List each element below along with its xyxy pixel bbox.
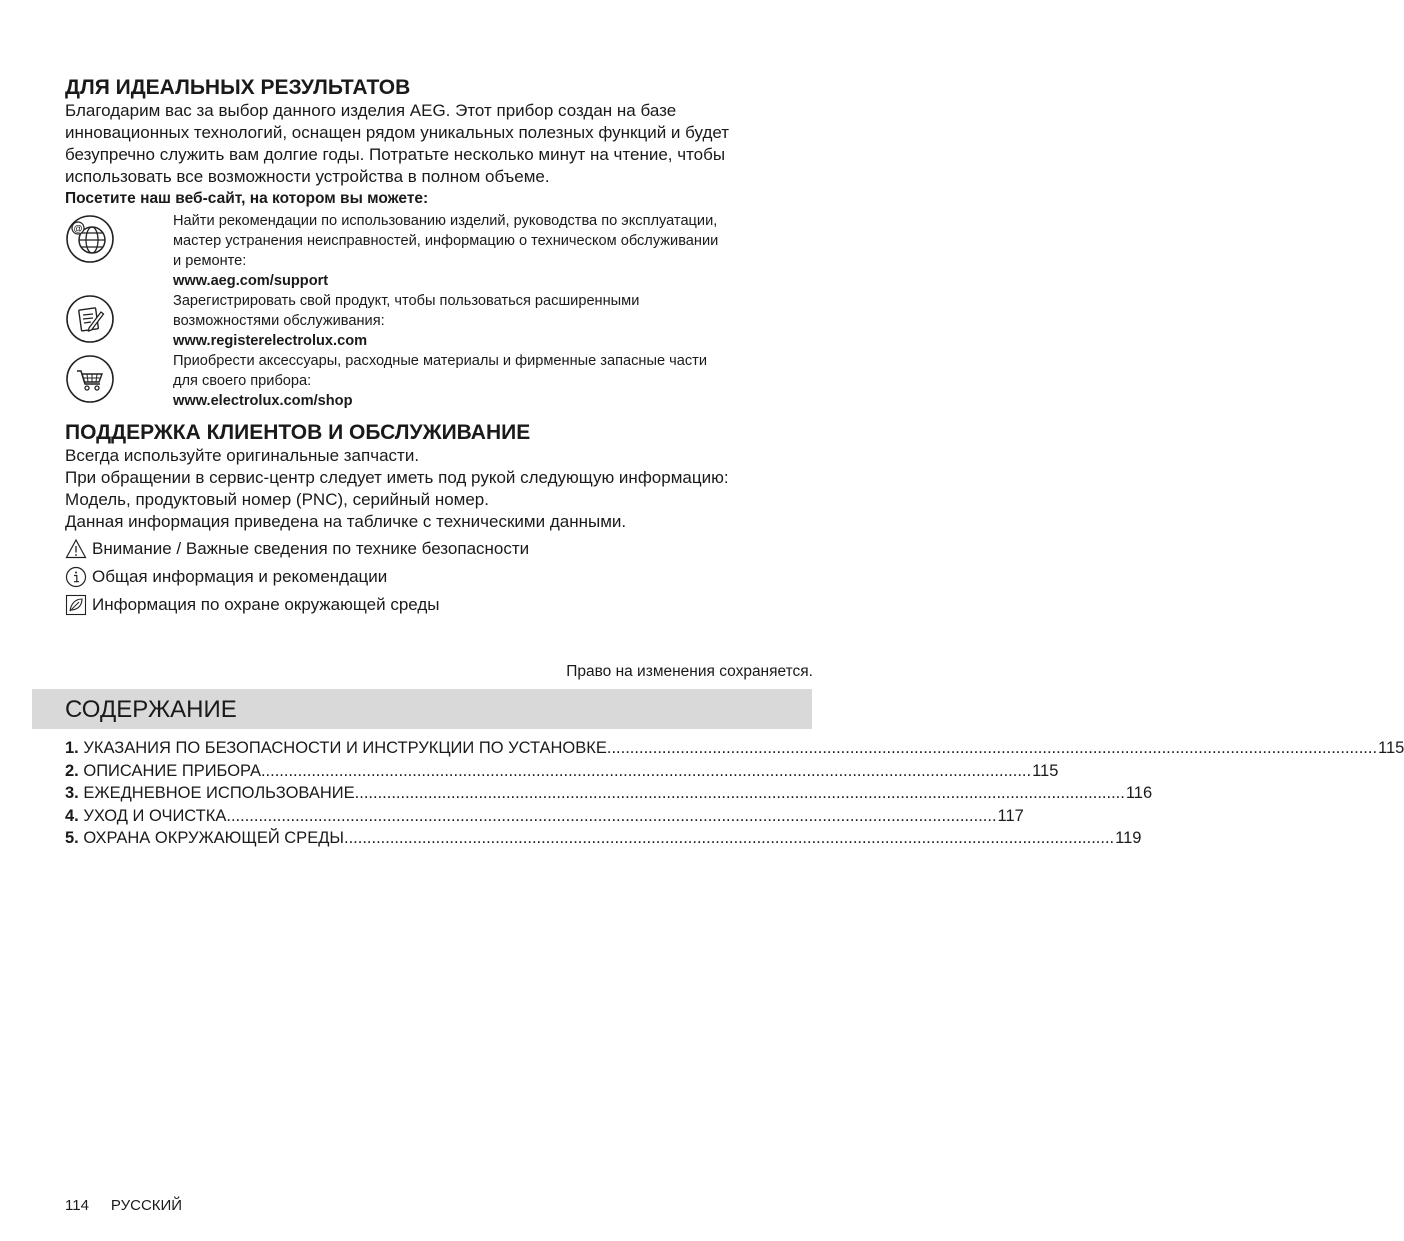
- toc-number: 2.: [65, 761, 79, 780]
- web-item-text: возможностями обслуживания:: [173, 313, 385, 329]
- toc-label: УКАЗАНИЯ ПО БЕЗОПАСНОСТИ И ИНСТРУКЦИИ ПО УСТАНОВКЕ: [83, 739, 607, 757]
- toc-label: УХОД И ОЧИСТКА: [83, 806, 227, 825]
- toc-entry[interactable]: [65, 737, 1404, 760]
- toc-label: ОПИСАНИЕ ПРИБОРА: [83, 761, 261, 780]
- legend-info: [65, 563, 813, 591]
- toc-entry[interactable]: [65, 827, 1142, 850]
- intro-line: безупречно служить вам долгие годы. Потратьте несколько минут на чтение, чтобы: [65, 145, 726, 164]
- leaf-icon: [65, 594, 87, 616]
- support-line: Всегда используйте оригинальные запчасти.: [65, 446, 420, 465]
- toc-leader: ........................................................................................................................................................................: [343, 829, 1115, 847]
- web-item-support: [65, 211, 813, 291]
- register-icon: [65, 291, 173, 351]
- web-item-text: и ремонте:: [173, 253, 247, 269]
- intro-line: инновационных технологий, оснащен рядом уникальных полезных функций и будет: [65, 123, 730, 142]
- toc-page: 117: [997, 806, 1024, 825]
- warning-icon: [65, 538, 87, 560]
- toc-number: 1.: [65, 739, 79, 757]
- toc-title: СОДЕРЖАНИЕ: [65, 696, 237, 723]
- support-line: Данная информация приведена на табличке с техническими данными.: [65, 512, 627, 531]
- intro-line: Благодарим вас за выбор данного изделия AEG. Этот прибор создан на базе: [65, 101, 677, 120]
- toc-label: ОХРАНА ОКРУЖАЮЩЕЙ СРЕДЫ: [83, 829, 344, 847]
- support-link[interactable]: www.aeg.com/support: [173, 273, 329, 289]
- toc-label: ЕЖЕДНЕВНОЕ ИСПОЛЬЗОВАНИЕ: [83, 784, 355, 802]
- toc-page: 115: [1378, 739, 1404, 757]
- svg-text:@: @: [73, 223, 83, 234]
- info-icon: [65, 566, 87, 588]
- intro-line: использовать все возможности устройства в полном объеме.: [65, 167, 550, 186]
- web-item-register: [65, 291, 813, 351]
- page-number: 114: [65, 1197, 89, 1214]
- toc-page: 115: [1032, 761, 1059, 780]
- toc-entry[interactable]: [65, 805, 1024, 828]
- legend-text: Информация по охране окружающей среды: [92, 595, 440, 614]
- legend-text: Общая информация и рекомендации: [92, 567, 388, 586]
- legend-list: [65, 535, 813, 619]
- toc-entry[interactable]: [65, 760, 1059, 783]
- web-item-text: Найти рекомендации по использованию изделий, руководства по эксплуатации,: [173, 213, 718, 229]
- document-page: [65, 76, 813, 682]
- toc-number: 3.: [65, 784, 79, 802]
- web-item-shop: [65, 351, 813, 411]
- rights-notice: Право на изменения сохраняется.: [566, 663, 813, 680]
- toc-leader: ........................................................................................................................................................................: [354, 784, 1125, 802]
- section-title-support: ПОДДЕРЖКА КЛИЕНТОВ И ОБСЛУЖИВАНИЕ: [65, 421, 531, 444]
- toc-page: 119: [1115, 829, 1142, 847]
- web-item-text: для своего прибора:: [173, 373, 312, 389]
- website-list: [65, 211, 813, 411]
- shop-link[interactable]: www.electrolux.com/shop: [173, 393, 353, 409]
- web-item-text: Зарегистрировать свой продукт, чтобы пользоваться расширенными: [173, 293, 640, 309]
- website-label: Посетите наш веб-сайт, на котором вы можете:: [65, 190, 429, 207]
- page-footer: [65, 1197, 182, 1214]
- toc-entry[interactable]: [65, 782, 1153, 805]
- section-title-results: ДЛЯ ИДЕАЛЬНЫХ РЕЗУЛЬТАТОВ: [65, 76, 411, 99]
- toc-number: 4.: [65, 806, 79, 825]
- web-item-text: Приобрести аксессуары, расходные материалы и фирменные запасные части: [173, 353, 707, 369]
- support-line: При обращении в сервис-центр следует иметь под рукой следующую информацию:: [65, 468, 729, 487]
- legend-warning: [65, 535, 813, 563]
- footer-language: РУССКИЙ: [110, 1197, 183, 1214]
- toc-page: 116: [1125, 784, 1153, 802]
- web-item-text: мастер устранения неисправностей, информацию о техническом обслуживании: [173, 233, 719, 249]
- cart-icon: [65, 351, 173, 411]
- support-line: Модель, продуктовый номер (PNC), серийный номер.: [65, 490, 489, 509]
- legend-environment: [65, 591, 813, 619]
- toc-leader: ........................................................................................................................................................................: [606, 739, 1378, 757]
- toc-number: 5.: [65, 829, 79, 847]
- legend-text: Внимание / Важные сведения по технике безопасности: [92, 539, 530, 558]
- register-link[interactable]: www.registerelectrolux.com: [173, 333, 368, 349]
- toc-header: [32, 689, 812, 729]
- globe-icon: [65, 211, 173, 291]
- toc-leader: ........................................................................................................................................................................: [260, 761, 1032, 780]
- toc-leader: ........................................................................................................................................................................: [226, 806, 997, 825]
- table-of-contents: [65, 737, 1404, 850]
